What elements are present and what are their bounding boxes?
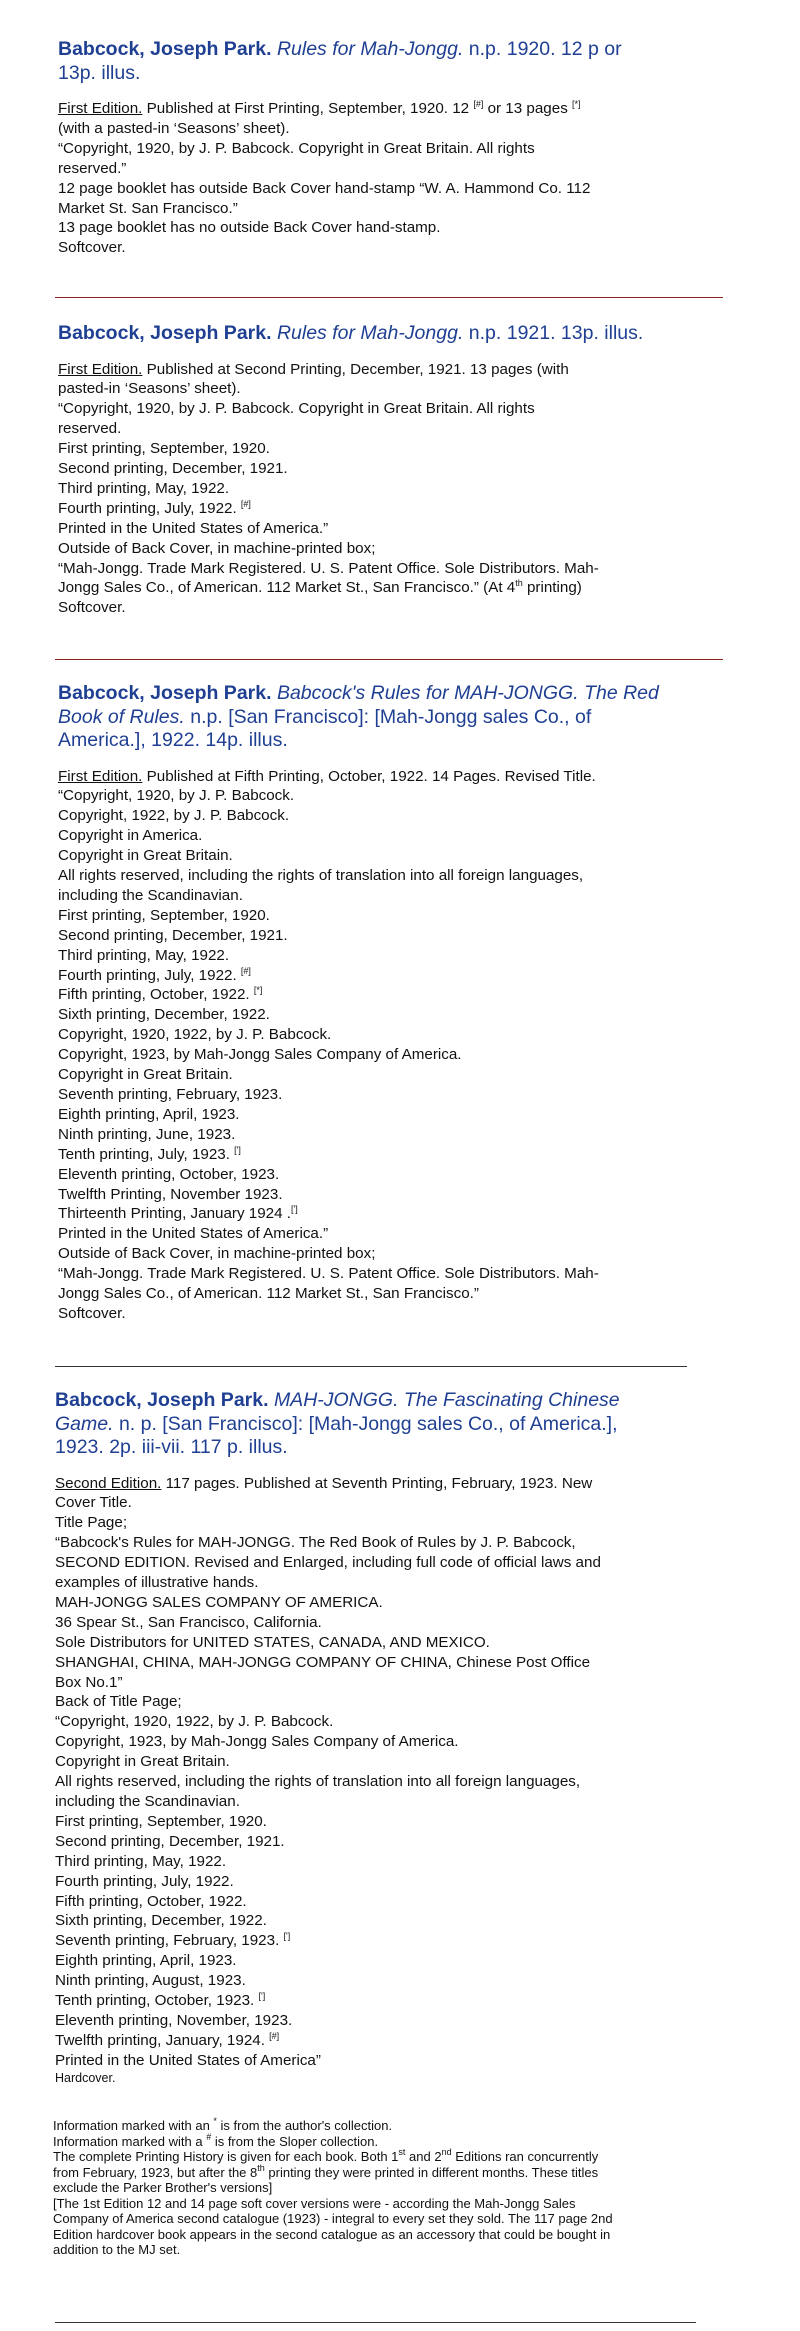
entry-line: Softcover. [58, 239, 126, 257]
entry-line: Third printing, May, 1922. [58, 946, 230, 964]
bibliography-entry-2 [58, 322, 718, 618]
source-mark: ['] [234, 1144, 241, 1155]
entry-publication: n. p. [San Francisco]: [Mah-Jongg sales Co., of America.], [113, 1412, 618, 1435]
entry-line: “Mah-Jongg. Trade Mark Registered. U. S. Patent Office. Sole Distributors. Mah- [58, 559, 599, 577]
entry-line: Hardcover. [55, 2070, 116, 2085]
entry-author: Babcock, Joseph Park. [58, 38, 272, 60]
entry-line: Cover Title. [55, 1494, 132, 1512]
entry-line: Copyright, 1923, by Mah-Jongg Sales Company of America. [55, 1733, 459, 1751]
entry-line: Sixth printing, December, 1922. [55, 1912, 267, 1930]
footnote-line: from February, 1923, but after the 8th printing they were printed in different months. These titles [53, 2162, 599, 2180]
entry-line: 36 Spear St., San Francisco, California. [55, 1613, 322, 1631]
entry-line: Fifth printing, October, 1922. [*] [58, 985, 263, 1004]
entry-line: Jongg Sales Co., of American. 112 Market St., San Francisco.” (At 4th printing) [58, 578, 582, 597]
edition-label: First Edition. [58, 100, 143, 117]
entry-line: Eighth printing, April, 1923. [55, 1952, 237, 1970]
entry-line: including the Scandinavian. [55, 1793, 240, 1810]
entry-line: Softcover. [58, 1304, 126, 1322]
entry-line: Copyright, 1920, 1922, by J. P. Babcock. [58, 1026, 332, 1044]
entry-line: reserved.” [58, 159, 127, 177]
divider [55, 1366, 687, 1367]
entry-line: Sole Distributors for UNITED STATES, CANADA, AND MEXICO. [55, 1633, 490, 1651]
entry-publication: n.p. 1921. 13p. illus. [463, 322, 644, 344]
entry-line: Copyright in America. [58, 827, 203, 845]
entry-line: Second printing, December, 1921. [58, 460, 288, 478]
entry-line: Second Edition. 117 pages. Published at Seventh Printing, February, 1923. New [55, 1474, 593, 1492]
entry-title: Rules for Mah-Jongg. [276, 38, 464, 60]
entry-line: Eleventh printing, October, 1923. [58, 1165, 280, 1183]
entry-line: Copyright in Great Britain. [58, 847, 233, 865]
entry-line: Tenth printing, July, 1923. ['] [58, 1144, 241, 1163]
entry-line: Fifth printing, October, 1922. [55, 1892, 247, 1910]
edition-label: First Edition. [58, 767, 143, 785]
entry-publication: America.], 1922. 14p. illus. [58, 729, 288, 751]
entry-line: Twelfth printing, January, 1924. [#] [55, 2030, 280, 2049]
entry-line: Thirteenth Printing, January 1924 .['] [58, 1204, 298, 1223]
entry-heading [55, 1389, 715, 1460]
entry-publication: 13p. illus. [58, 61, 141, 84]
entry-line: Ninth printing, June, 1923. [58, 1125, 236, 1143]
source-mark: [#] [269, 2030, 280, 2041]
entry-line: Printed in the United States of America” [55, 2051, 321, 2069]
entry-line: pasted-in ‘Seasons’ sheet). [58, 380, 241, 398]
entry-author: Babcock, Joseph Park. [55, 1389, 269, 1411]
entry-line: “Mah-Jongg. Trade Mark Registered. U. S. Patent Office. Sole Distributors. Mah- [58, 1265, 599, 1283]
footnote-line: Information marked with an * is from the author's collection. [53, 2116, 393, 2133]
entry-line: First Edition. Published at Fifth Printing, October, 1922. 14 Pages. Revised Title. [58, 767, 596, 785]
entry-line: Fourth printing, July, 1922. [#] [58, 498, 251, 517]
entry-line: “Copyright, 1920, by J. P. Babcock. Copyright in Great Britain. All rights [58, 139, 535, 157]
entry-heading [58, 322, 718, 346]
footnotes [53, 2118, 713, 2258]
entry-line: Printed in the United States of America.” [58, 1225, 329, 1243]
entry-line: Title Page; [55, 1514, 128, 1532]
entry-line: Seventh printing, February, 1923. [58, 1086, 283, 1103]
entry-line: 13 page booklet has no outside Back Cover hand-stamp. [58, 219, 441, 237]
entry-line: Eleventh printing, November, 1923. [55, 2011, 293, 2029]
entry-line: Second printing, December, 1921. [55, 1832, 285, 1850]
entry-line: All rights reserved, including the rights of translation into all foreign languages, [58, 867, 584, 885]
entry-line: Printed in the United States of America.” [58, 519, 329, 537]
entry-title: Book of Rules. [58, 705, 185, 728]
entry-line: examples of illustrative hands. [55, 1574, 259, 1592]
entry-line: “Copyright, 1920, by J. P. Babcock. Copyright in Great Britain. All rights [58, 400, 535, 418]
entry-line: Outside of Back Cover, in machine-printed box; [58, 1245, 376, 1263]
bibliography-entry-1 [58, 38, 718, 258]
entry-line: Copyright in Great Britain. [55, 1753, 230, 1771]
entry-publication: 1923. 2p. iii-vii. 117 p. illus. [55, 1436, 288, 1458]
entry-line: Fourth printing, July, 1922. [55, 1872, 234, 1890]
entry-line: “Copyright, 1920, by J. P. Babcock. [58, 787, 295, 805]
entry-title: Babcock's Rules for MAH-JONGG. The Red [276, 682, 659, 704]
entry-line: Ninth printing, August, 1923. [55, 1972, 246, 1990]
source-mark: [#] [473, 99, 484, 109]
entry-line: Second printing, December, 1921. [58, 926, 288, 944]
entry-line: Market St. San Francisco.” [58, 199, 238, 217]
footnote-line: Company of America second catalogue (1923) - integral to every set they sold. The 117 page 2nd [53, 2211, 613, 2226]
entry-line: Sixth printing, December, 1922. [58, 1006, 270, 1024]
entry-body [55, 1474, 715, 2086]
entry-line: First printing, September, 1920. [55, 1812, 267, 1830]
entry-line: Eighth printing, April, 1923. [58, 1105, 240, 1123]
entry-line: Third printing, May, 1922. [55, 1852, 227, 1870]
entry-line: All rights reserved, including the rights of translation into all foreign languages, [55, 1773, 581, 1791]
entry-body [58, 360, 718, 619]
entry-title: Rules for Mah-Jongg. [276, 322, 464, 344]
entry-line: 12 page booklet has outside Back Cover hand-stamp “W. A. Hammond Co. 112 [58, 179, 591, 197]
entry-line: Jongg Sales Co., of American. 112 Market St., San Francisco.” [58, 1285, 479, 1303]
footnote-line: Information marked with a # is from the Sloper collection. [53, 2131, 379, 2149]
entry-line: (with a pasted-in ‘Seasons’ sheet). [58, 119, 290, 137]
entry-line: reserved. [58, 420, 122, 438]
entry-line: Twelfth Printing, November 1923. [58, 1185, 283, 1203]
entry-line: Seventh printing, February, 1923. ['] [55, 1931, 291, 1950]
entry-line: SHANGHAI, CHINA, MAH-JONGG COMPANY OF CHINA, Chinese Post Office [55, 1653, 591, 1671]
source-mark: [#] [240, 965, 251, 976]
entry-line: Outside of Back Cover, in machine-printed box; [58, 539, 376, 557]
entry-publication: n.p. 1920. 12 p or [463, 38, 622, 60]
edition-label: First Edition. [58, 360, 143, 378]
entry-heading [58, 38, 718, 85]
divider [55, 2322, 696, 2323]
entry-line: Copyright in Great Britain. [58, 1066, 233, 1084]
entry-line: Copyright, 1923, by Mah-Jongg Sales Company of America. [58, 1046, 462, 1064]
entry-line: Back of Title Page; [55, 1693, 182, 1711]
footnote-line: The complete Printing History is given for each book. Both 1st and 2nd Editions ran concurrently [53, 2147, 599, 2164]
source-mark: ['] [291, 1204, 298, 1215]
entry-line: Copyright, 1922, by J. P. Babcock. [58, 807, 290, 825]
entry-line: Fourth printing, July, 1922. [#] [58, 965, 251, 984]
footnote-line: Edition hardcover book appears in the second catalogue as an accessory that could be bought in [53, 2226, 611, 2242]
entry-line: Box No.1” [55, 1673, 123, 1691]
entry-line: “Babcock's Rules for MAH-JONGG. The Red Book of Rules by J. P. Babcock, [55, 1534, 576, 1552]
entry-line: Third printing, May, 1922. [58, 479, 230, 497]
entry-line: First printing, September, 1920. [58, 440, 270, 458]
entry-line: MAH-JONGG SALES COMPANY OF AMERICA. [55, 1593, 383, 1611]
source-mark: ['] [258, 1991, 266, 2002]
source-mark: ['] [283, 1931, 291, 1942]
entry-line: “Copyright, 1920, 1922, by J. P. Babcock. [55, 1713, 334, 1731]
entry-line: First Edition. Published at First Printing, September, 1920. 12 [#] or 13 pages [*] [58, 99, 581, 117]
entry-title: MAH-JONGG. The Fascinating Chinese [273, 1389, 620, 1411]
footnote-line: addition to the MJ set. [53, 2242, 181, 2257]
entry-heading [58, 682, 718, 753]
entry-line: Softcover. [58, 599, 126, 617]
entry-line: including the Scandinavian. [58, 886, 243, 904]
edition-label: Second Edition. [55, 1474, 162, 1492]
entry-title: Game. [55, 1412, 114, 1435]
entry-line: First printing, September, 1920. [58, 906, 270, 924]
entry-body [58, 99, 718, 258]
footnote-line: exclude the Parker Brother's versions] [53, 2180, 273, 2195]
footnote-line: [The 1st Edition 12 and 14 page soft cover versions were - according the Mah-Jongg Sales [53, 2195, 576, 2211]
divider [55, 297, 723, 298]
entry-author: Babcock, Joseph Park. [58, 682, 272, 704]
source-mark: [#] [240, 498, 251, 509]
bibliography-entry-3 [58, 682, 718, 1324]
source-mark: [*] [253, 985, 263, 996]
entry-publication: n.p. [San Francisco]: [Mah-Jongg sales Co., of [184, 705, 592, 728]
entry-body [58, 767, 718, 1324]
entry-line: First Edition. Published at Second Printing, December, 1921. 13 pages (with [58, 360, 569, 378]
source-mark: [*] [572, 99, 581, 109]
bibliography-entry-4 [55, 1389, 715, 2086]
divider [55, 659, 723, 660]
entry-line: Tenth printing, October, 1923. ['] [55, 1991, 266, 2010]
entry-author: Babcock, Joseph Park. [58, 322, 272, 344]
entry-line: SECOND EDITION. Revised and Enlarged, including full code of official laws and [55, 1554, 601, 1572]
